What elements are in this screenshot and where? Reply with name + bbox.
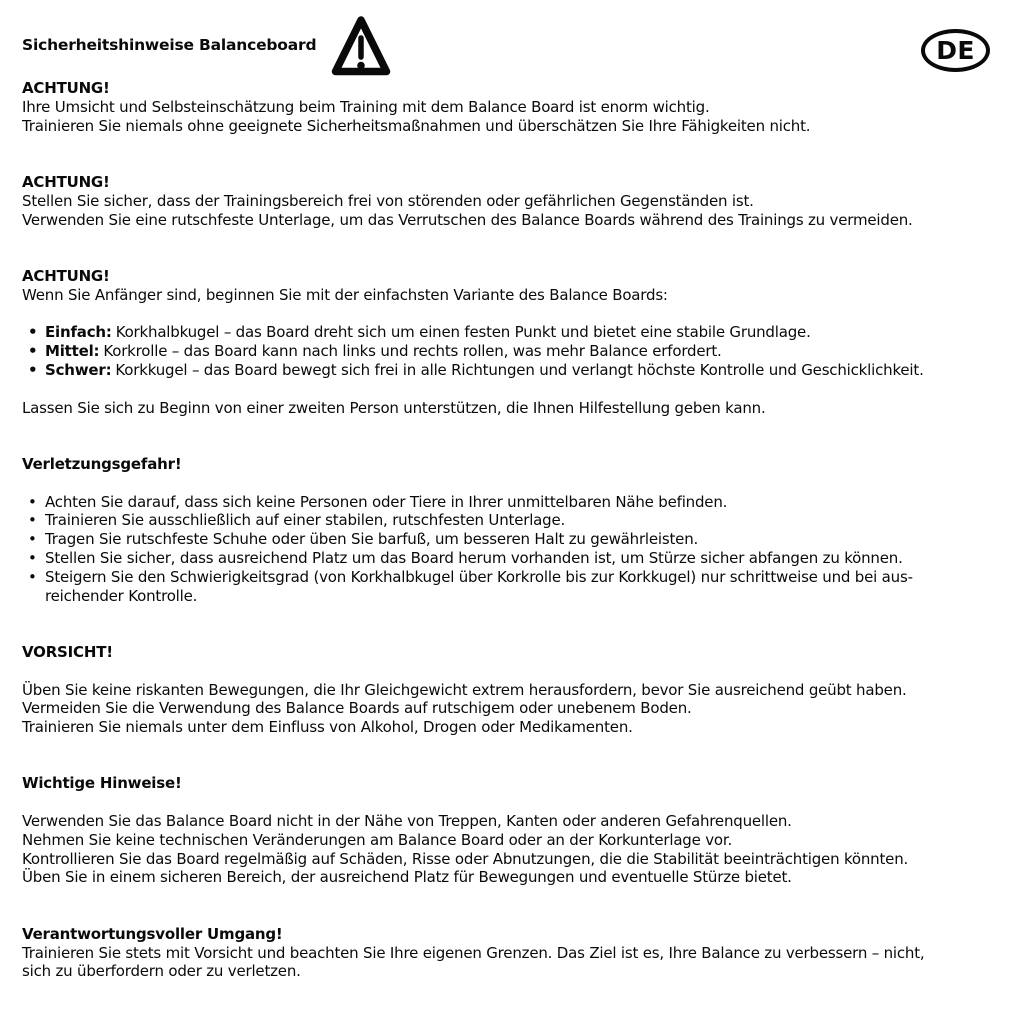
list-item-text: Trainieren Sie ausschließlich auf einer stabilen, rutschfesten Unterlage. xyxy=(45,511,566,530)
paragraph-line: Üben Sie keine riskanten Bewegungen, die Ihr Gleichgewicht extrem herausfordern, bevor Sie ausreichend geübt haben. xyxy=(22,680,907,699)
section-heading: ACHTUNG! xyxy=(22,79,110,97)
list-item-text: Korkkugel – das Board bewegt sich frei in alle Richtungen und verlangt höchste Kontrolle und Geschicklichkeit. xyxy=(115,360,924,379)
list-item xyxy=(22,511,1011,530)
list-item xyxy=(22,568,1011,606)
section-heading: VORSICHT! xyxy=(22,642,113,661)
section-heading: Verantwortungsvoller Umgang! xyxy=(22,924,283,943)
section-heading: ACHTUNG! xyxy=(22,266,110,285)
paragraph-line: sich zu überfordern oder zu verletzen. xyxy=(22,962,301,981)
bullet-icon: • xyxy=(28,360,38,379)
bullet-icon: • xyxy=(28,530,37,549)
paragraph-line: Verwenden Sie eine rutschfeste Unterlage, um das Verrutschen des Balance Boards während des Trainings zu vermeiden. xyxy=(22,210,913,229)
bullet-icon: • xyxy=(28,323,38,342)
list-item xyxy=(22,342,1011,361)
paragraph-line: Trainieren Sie stets mit Vorsicht und beachten Sie Ihre eigenen Grenzen. Das Ziel ist es, Ihre Balance zu verbessern – nicht, xyxy=(22,943,925,962)
paragraph-line: Trainieren Sie niemals ohne geeignete Sicherheitsmaßnahmen und überschätzen Sie Ihre Fähigkeiten nicht. xyxy=(22,116,811,135)
bullet-icon: • xyxy=(28,567,37,586)
list-item-text: Stellen Sie sicher, dass ausreichend Platz um das Board herum vorhanden ist, um Stürze sicher abfangen zu können. xyxy=(45,548,903,567)
paragraph-line: Stellen Sie sicher, dass der Trainingsbereich frei von störenden oder gefährlichen Gegenständen ist. xyxy=(22,191,754,210)
section-attention-3 xyxy=(22,267,1011,417)
section-heading: Verletzungsgefahr! xyxy=(22,454,182,473)
list-item-text: Korkrolle – das Board kann nach links und rechts rollen, was mehr Balance erfordert. xyxy=(103,342,722,361)
bullet-icon: • xyxy=(28,548,37,567)
list-item xyxy=(22,493,1011,512)
section-caution xyxy=(22,643,1011,737)
bullet-icon: • xyxy=(28,492,37,511)
section-heading: Wichtige Hinweise! xyxy=(22,774,182,793)
section-attention-1 xyxy=(22,79,1011,135)
list-item-label: Schwer: xyxy=(45,360,112,379)
paragraph-line: Ihre Umsicht und Selbsteinschätzung beim Training mit dem Balance Board ist enorm wichtig. xyxy=(22,97,710,116)
paragraph-line: Trainieren Sie niemals unter dem Einfluss von Alkohol, Drogen oder Medikamenten. xyxy=(22,718,633,737)
list-item-label: Mittel: xyxy=(45,342,100,361)
difficulty-list xyxy=(22,323,1011,379)
bullet-icon: • xyxy=(28,511,37,530)
warning-triangle-icon xyxy=(330,14,392,84)
list-item-text: Achten Sie darauf, dass sich keine Personen oder Tiere in Ihrer unmittelbaren Nähe befinden. xyxy=(45,492,728,511)
language-badge xyxy=(921,29,990,72)
paragraph-line: Wenn Sie Anfänger sind, beginnen Sie mit der einfachsten Variante des Balance Boards: xyxy=(22,285,668,304)
list-item-label: Einfach: xyxy=(45,323,112,342)
bullet-icon: • xyxy=(28,342,38,361)
section-important-notes xyxy=(22,774,1011,887)
section-attention-2 xyxy=(22,173,1011,229)
list-item-text: Tragen Sie rutschfeste Schuhe oder üben Sie barfuß, um besseren Halt zu gewährleisten. xyxy=(45,530,699,549)
list-item-text: Steigern Sie den Schwierigkeitsgrad (von Korkhalbkugel über Korkrolle bis zur Korkkugel) nur schrittweise und bei aus- xyxy=(45,567,913,586)
paragraph-line: Üben Sie in einem sicheren Bereich, der ausreichend Platz für Bewegungen und eventuelle Stürze bietet. xyxy=(22,868,792,887)
list-item xyxy=(22,530,1011,549)
section-injury-risk xyxy=(22,455,1011,605)
paragraph-line: Nehmen Sie keine technischen Veränderungen am Balance Board oder an der Korkunterlage vor. xyxy=(22,830,733,849)
section-heading: ACHTUNG! xyxy=(22,172,110,191)
page-title: Sicherheitshinweise Balanceboard xyxy=(22,36,317,54)
paragraph-line: Kontrollieren Sie das Board regelmäßig auf Schäden, Risse oder Abnutzungen, die die Stabilität beeinträchtigen könnten. xyxy=(22,849,909,868)
list-item xyxy=(22,323,1011,342)
list-item-text: reichender Kontrolle. xyxy=(45,586,198,605)
list-item-text: Korkhalbkugel – das Board dreht sich um einen festen Punkt und bietet eine stabile Grundlage. xyxy=(115,323,811,342)
language-badge-label: DE xyxy=(936,35,975,65)
paragraph-line: Verwenden Sie das Balance Board nicht in der Nähe von Treppen, Kanten oder anderen Gefahrenquellen. xyxy=(22,812,792,831)
section-responsible-use xyxy=(22,925,1011,981)
paragraph-line: Vermeiden Sie die Verwendung des Balance Boards auf rutschigem oder unebenem Boden. xyxy=(22,699,692,718)
injury-risk-list xyxy=(22,493,1011,606)
list-item xyxy=(22,549,1011,568)
document-header xyxy=(22,0,1011,79)
paragraph-line: Lassen Sie sich zu Beginn von einer zweiten Person unterstützen, die Ihnen Hilfestellung geben kann. xyxy=(22,398,766,417)
list-item xyxy=(22,361,1011,380)
